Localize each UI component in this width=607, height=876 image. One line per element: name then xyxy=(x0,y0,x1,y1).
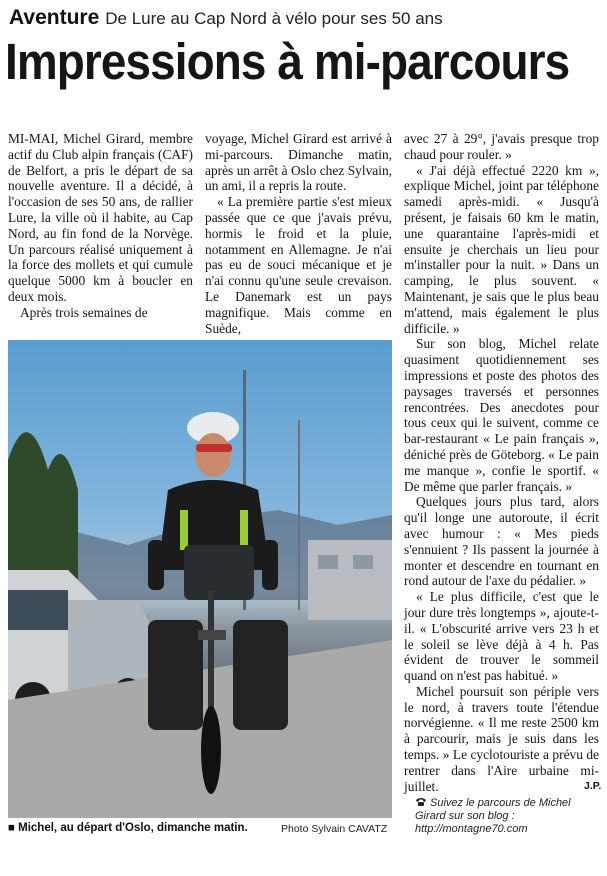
paragraph: « Le plus difficile, c'est que le jour dure très longtemps », ajoute-t-il. « L'obscurité arrive vers 23 h et le soleil se lève déjà à 4 h. Pas évident de trouver le sommeil quand on n'est pas habitué. » xyxy=(404,589,599,684)
rubric-label: Aventure xyxy=(9,6,100,29)
article-column-1 xyxy=(8,131,193,321)
paragraph: « J'ai déjà effectué 2220 km », explique Michel, joint par téléphone samedi après-midi. « Jusqu'à présent, je faisais 60 km le matin, une quarantaine l'après-midi et ensuite je cherchais un lieu pour m'installer pour la nuit. » Dans un camping, le plus souvent. « Maintenant, je sais que le plus beau m'attend, mais également le plus difficile. » xyxy=(404,162,599,336)
author-signature: J.P. xyxy=(584,780,602,792)
paragraph: Quelques jours plus tard, alors qu'il longe une autoroute, il écrit avec humour : « Mes pieds s'ennuient ? Ils passent la journée à monter et descendre en tournant en rond autour de l'axe du pédalier. » xyxy=(404,494,599,589)
paragraph: Michel poursuit son périple vers le nord, à travers toute l'étendue norvégienne. « Il me reste 2500 km à parcourir, mais je suis dans les temps. » Le cyclotouriste a prévu de rentrer dans l'Aire urbaine mi-juillet. xyxy=(404,683,599,794)
blog-box xyxy=(415,797,600,836)
kicker xyxy=(9,6,443,30)
photo-credit: Photo Sylvain CAVATZ xyxy=(281,823,388,835)
article-column-3 xyxy=(404,131,602,794)
paragraph: « La première partie s'est mieux passée que ce que j'avais prévu, hormis le froid et la pluie, notamment en Allemagne. Je n'ai pas eu de souci mécanique et je n'ai connu qu'une seule crevaison. Le Danemark est un pays magnifique. Mais comme en Suède, xyxy=(205,194,392,336)
cyclist-illustration xyxy=(8,340,392,818)
blog-link[interactable]: http://montagne70.com xyxy=(415,823,528,835)
paragraph: voyage, Michel Girard est arrivé à mi-parcours. Dimanche matin, après un arrêt à Oslo chez Sylvain, un ami, il a repris la route. xyxy=(205,131,392,194)
phone-icon xyxy=(415,797,427,806)
article-column-2 xyxy=(205,131,392,336)
paragraph: MI-MAI, Michel Girard, membre actif du Club alpin français (CAF) de Belfort, a pris le départ de sa nouvelle aventure. Il a décidé, à l'occasion de ses 50 ans, de rallier Lure, la ville où il habite, au Cap Nord, au fin fond de la Norvège. Un parcours réalisé uniquement à la force des mollets et qui cumule quelque 5000 km à boucler en deux mois. xyxy=(8,131,193,304)
headline: Impressions à mi-parcours xyxy=(5,33,570,90)
paragraph: avec 27 à 29°, j'avais presque trop chaud pour rouler. » xyxy=(404,131,599,162)
photo-caption: ■ Michel, au départ d'Oslo, dimanche matin. xyxy=(8,822,248,834)
kicker-subtitle: De Lure au Cap Nord à vélo pour ses 50 ans xyxy=(105,9,443,28)
paragraph: Après trois semaines de xyxy=(20,304,148,320)
blog-text: Suivez le parcours de Michel Girard sur son blog : xyxy=(415,797,571,822)
cyclist-photo xyxy=(8,340,392,818)
paragraph: Sur son blog, Michel relate quasiment quotidiennement ses impressions et poste des photos des paysages traversés et personnes rencontrées. Des anecdotes pour tous ceux qui le suivent, comme ce bar-restaurant « Le pain français », déniché près de Göteborg. « Le pain me manque », confie le sportif. « De même que parler français. » xyxy=(404,336,599,494)
